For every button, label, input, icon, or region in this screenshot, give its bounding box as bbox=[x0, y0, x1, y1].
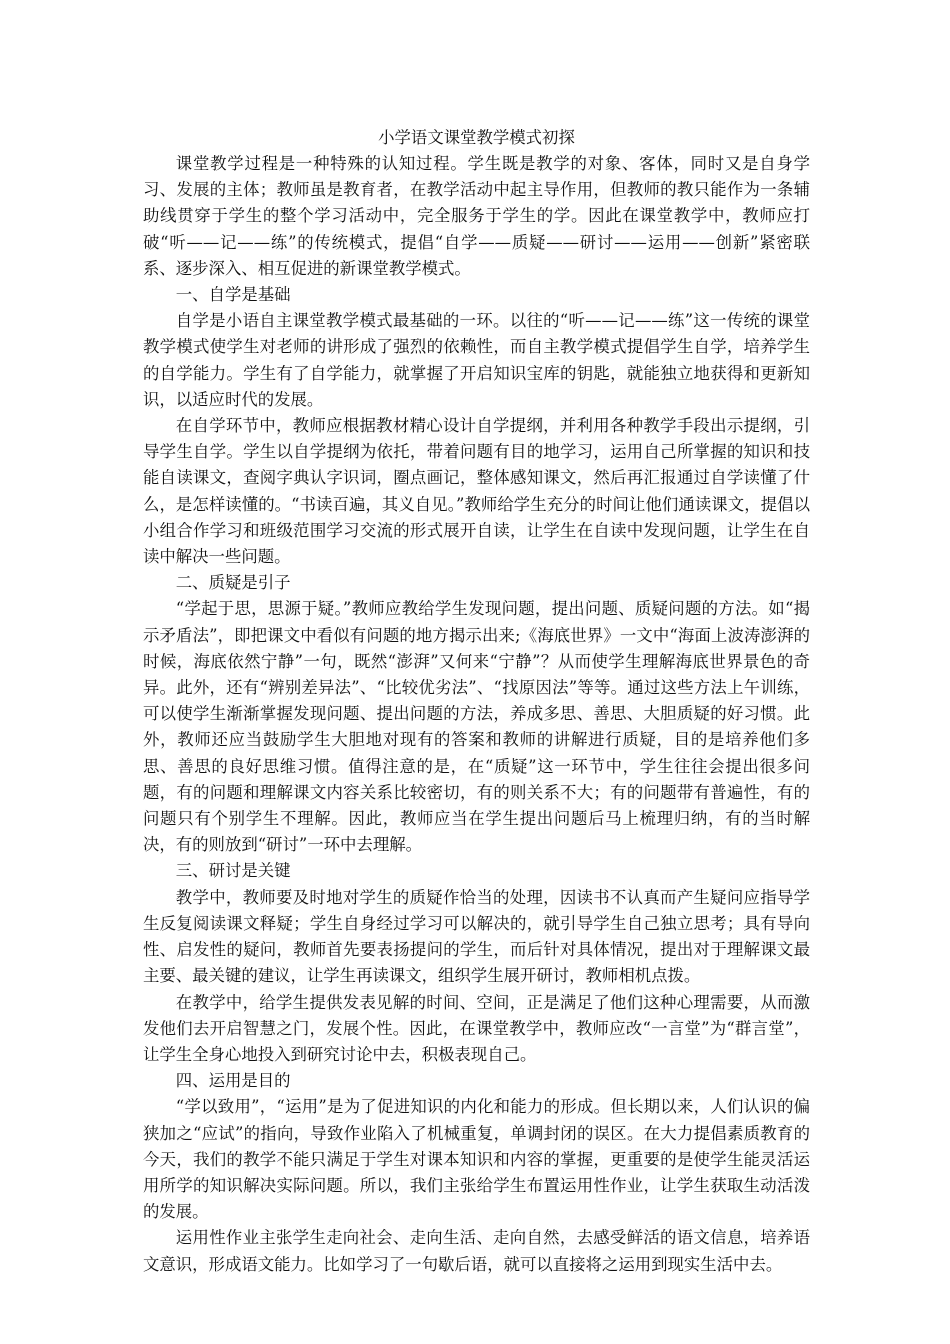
paragraph-intro: 课堂教学过程是一种特殊的认知过程。学生既是教学的对象、客体，同时又是自身学习、发展的主体；教师虽是教育者，在教学活动中起主导作用，但教师的教只能作为一条辅助线贯穿于学生的整个学习活动中，完全服务于学生的学。因此在课堂教学中，教师应打破“听——记——练”的传统模式，提倡“自学——质疑——研讨——运用——创新”紧密联系、逐步深入、相互促进的新课堂教学模式。 bbox=[143, 154, 810, 278]
section-heading-4: 四、运用是目的 bbox=[175, 1071, 291, 1091]
paragraph-3-1: 教学中，教师要及时地对学生的质疑作恰当的处理，因读书不认真而产生疑问应指导学生反复阅读课文释疑；学生自身经过学习可以解决的，就引导学生自己独立思考；具有导向性、启发性的疑问，教师首先要表扬提问的学生，而后针对具体情况，提出对于理解课文最主要、最关键的建议，让学生再读课文，组织学生展开研讨，教师相机点拨。 bbox=[143, 887, 810, 986]
document-page bbox=[143, 125, 810, 1278]
paragraph-4-1: “学以致用”，“运用”是为了促进知识的内化和能力的形成。但长期以来，人们认识的偏狭加之“应试”的指向，导致作业陷入了机械重复，单调封闭的误区。在大力提倡素质教育的今天，我们的教学不能只满足于学生对课本知识和内容的掌握，更重要的是使学生能灵活运用所学的知识解决实际问题。所以，我们主张给学生布置运用性作业，让学生获取生动活泼的发展。 bbox=[143, 1097, 810, 1222]
paragraph-2-1: “学起于思，思源于疑。”教师应教给学生发现问题，提出问题、质疑问题的方法。如“揭示矛盾法”，即把课文中看似有问题的地方揭示出来;《海底世界》一文中“海面上波涛澎湃的时候，海底依然宁静”一句，既然“澎湃”又何来“宁静”？从而使学生理解海底世界景色的奇异。此外，还有“辨别差异法”、“比较优劣法”、“找原因法”等等。通过这些方法上午训练，可以使学生渐渐掌握发现问题、提出问题的方法，养成多思、善思、大胆质疑的好习惯。此外，教师还应当鼓励学生大胆地对现有的答案和教师的讲解进行质疑，目的是培养他们多思、善思的良好思维习惯。值得注意的是，在“质疑”这一环节中，学生往往会提出很多问题，有的问题和理解课文内容关系比较密切，有的则关系不大；有的问题带有普遍性，有的问题只有个别学生不理解。因此，教师应当在学生提出问题后马上梳理归纳，有的当时解决，有的则放到“研讨”一环中去理解。 bbox=[143, 599, 810, 855]
section-heading-1: 一、自学是基础 bbox=[175, 285, 291, 305]
document-title: 小学语文课堂教学模式初探 bbox=[378, 128, 575, 147]
paragraph-3-2: 在教学中，给学生提供发表见解的时间、空间，正是满足了他们这种心理需要，从而激发他们去开启智慧之门，发展个性。因此，在课堂教学中，教师应改“一言堂”为“群言堂”，让学生全身心地投入到研究讨论中去，积极表现自己。 bbox=[143, 992, 810, 1064]
paragraph-1-2: 在自学环节中，教师应根据教材精心设计自学提纲，并利用各种教学手段出示提纲，引导学生自学。学生以自学提纲为依托，带着问题有目的地学习，运用自己所掌握的知识和技能自读课文，查阅字典认字识词，圈点画记，整体感知课文，然后再汇报通过自学读懂了什么，是怎样读懂的。“书读百遍，其义自见。”教师给学生充分的时间让他们通读课文，提倡以小组合作学习和班级范围学习交流的形式展开自读，让学生在自读中发现问题，让学生在自读中解决一些问题。 bbox=[143, 416, 810, 567]
section-heading-2: 二、质疑是引子 bbox=[175, 573, 291, 593]
paragraph-1-1: 自学是小语自主课堂教学模式最基础的一环。以往的“听——记——练”这一传统的课堂教学模式使学生对老师的讲形成了强烈的依赖性，而自主教学模式提倡学生自学，培养学生的自学能力。学生有了自学能力，就掌握了开启知识宝库的钥匙，就能独立地获得和更新知识，以适应时代的发展。 bbox=[143, 311, 810, 409]
paragraph-4-2: 运用性作业主张学生走向社会、走向生活、走向自然，去感受鲜活的语文信息，培养语文意识，形成语文能力。比如学习了一句歇后语，就可以直接将之运用到现实生活中去。 bbox=[143, 1228, 810, 1274]
section-heading-3: 三、研讨是关键 bbox=[175, 861, 291, 881]
